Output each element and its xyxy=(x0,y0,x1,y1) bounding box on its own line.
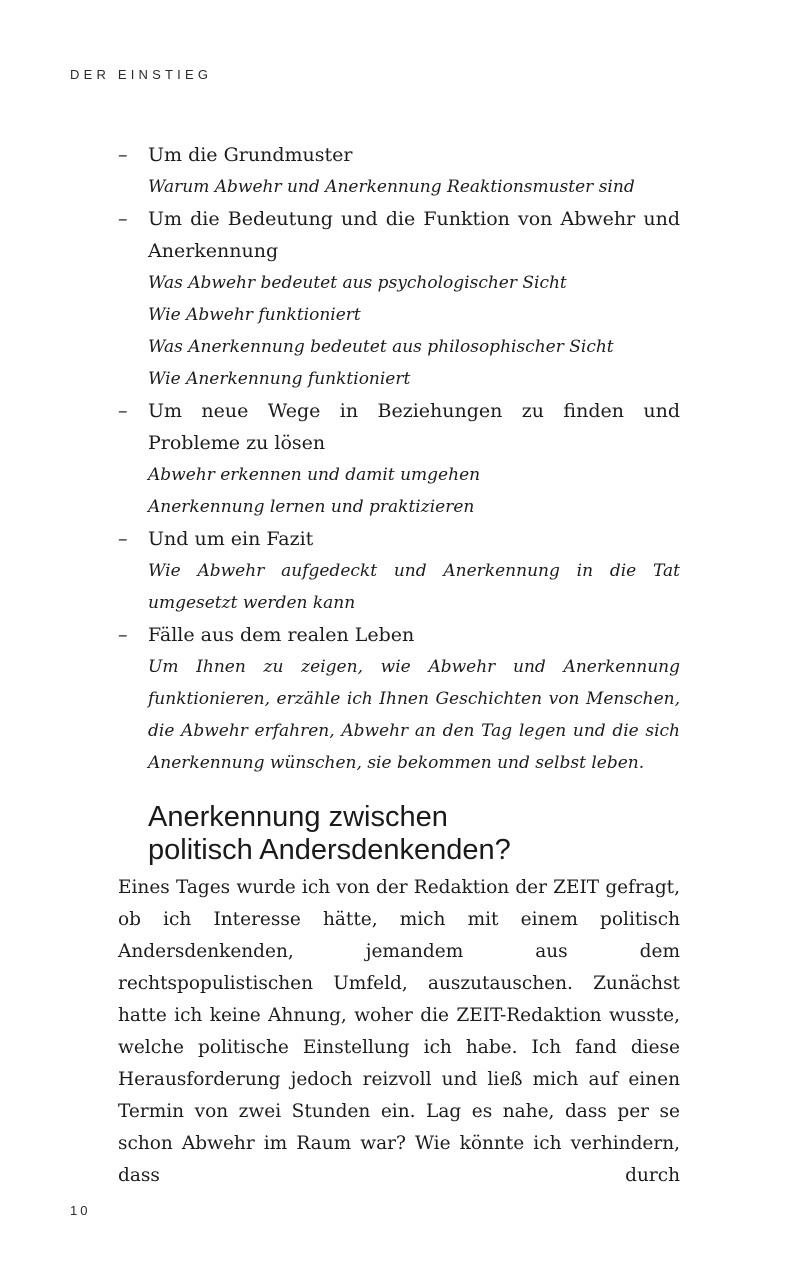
list-item-title: Um die Bedeutung und die Funktion von Abwehr und Anerkennung xyxy=(148,208,680,262)
list-dash: – xyxy=(118,400,128,422)
list-item-title: Und um ein Fazit xyxy=(148,528,314,550)
list-item xyxy=(118,203,680,395)
section-heading-line: Anerkennung zwischen xyxy=(148,801,448,833)
list-item-subtitle: Abwehr erkennen und damit umgehen xyxy=(148,465,481,485)
list-item-subtitle: Wie Abwehr aufgedeckt und Anerkennung in die Tat umgesetzt werden kann xyxy=(148,561,680,613)
topic-list xyxy=(118,139,680,779)
list-item xyxy=(118,619,680,779)
list-item-subtitle: Warum Abwehr und Anerkennung Reaktionsmuster sind xyxy=(148,177,635,197)
running-head: DER EINSTIEG xyxy=(70,67,213,82)
list-item-subtitle: Um Ihnen zu zeigen, wie Abwehr und Anerkennung funktionieren, erzähle ich Ihnen Geschichten von Menschen, die Abwehr erfahren, Abwehr an den Tag legen und die sich Anerkennung wünschen, sie bekommen und selbst leben. xyxy=(148,657,680,773)
list-item-title: Um neue Wege in Beziehungen zu finden und Probleme zu lösen xyxy=(148,400,680,454)
list-item xyxy=(118,139,680,203)
list-item-subtitle: Was Abwehr bedeutet aus psychologischer Sicht xyxy=(148,273,567,293)
section-heading-line: politisch Andersdenkenden? xyxy=(148,834,511,866)
list-item-subtitle: Anerkennung lernen und praktizieren xyxy=(148,497,475,517)
body-paragraph: Eines Tages wurde ich von der Redaktion der ZEIT gefragt, ob ich Interesse hätte, mich mit einem politisch Andersdenkenden, jemandem aus dem rechtspopulistischen Umfeld, auszutauschen. Zunächst hatte ich keine Ahnung, woher die ZEIT-Redaktion wusste, welche politische Einstellung ich habe. Ich fand diese Herausforderung jedoch reizvoll und ließ mich auf einen Termin von zwei Stunden ein. Lag es nahe, dass per se schon Abwehr im Raum war? Wie könnte ich verhindern, dass durch xyxy=(118,877,680,1186)
list-item-title: Fälle aus dem realen Leben xyxy=(148,624,415,646)
list-dash: – xyxy=(118,624,128,646)
list-item xyxy=(118,523,680,619)
section-heading xyxy=(148,801,708,867)
list-dash: – xyxy=(118,208,128,230)
list-item xyxy=(118,395,680,523)
page-number: 10 xyxy=(70,1203,91,1218)
list-item-subtitle: Wie Anerkennung funktioniert xyxy=(148,369,411,389)
list-item-title: Um die Grundmuster xyxy=(148,144,353,166)
list-item-subtitle: Wie Abwehr funktioniert xyxy=(148,305,361,325)
list-item-subtitle: Was Anerkennung bedeutet aus philosophischer Sicht xyxy=(148,337,614,357)
list-dash: – xyxy=(118,144,128,166)
list-dash: – xyxy=(118,528,128,550)
